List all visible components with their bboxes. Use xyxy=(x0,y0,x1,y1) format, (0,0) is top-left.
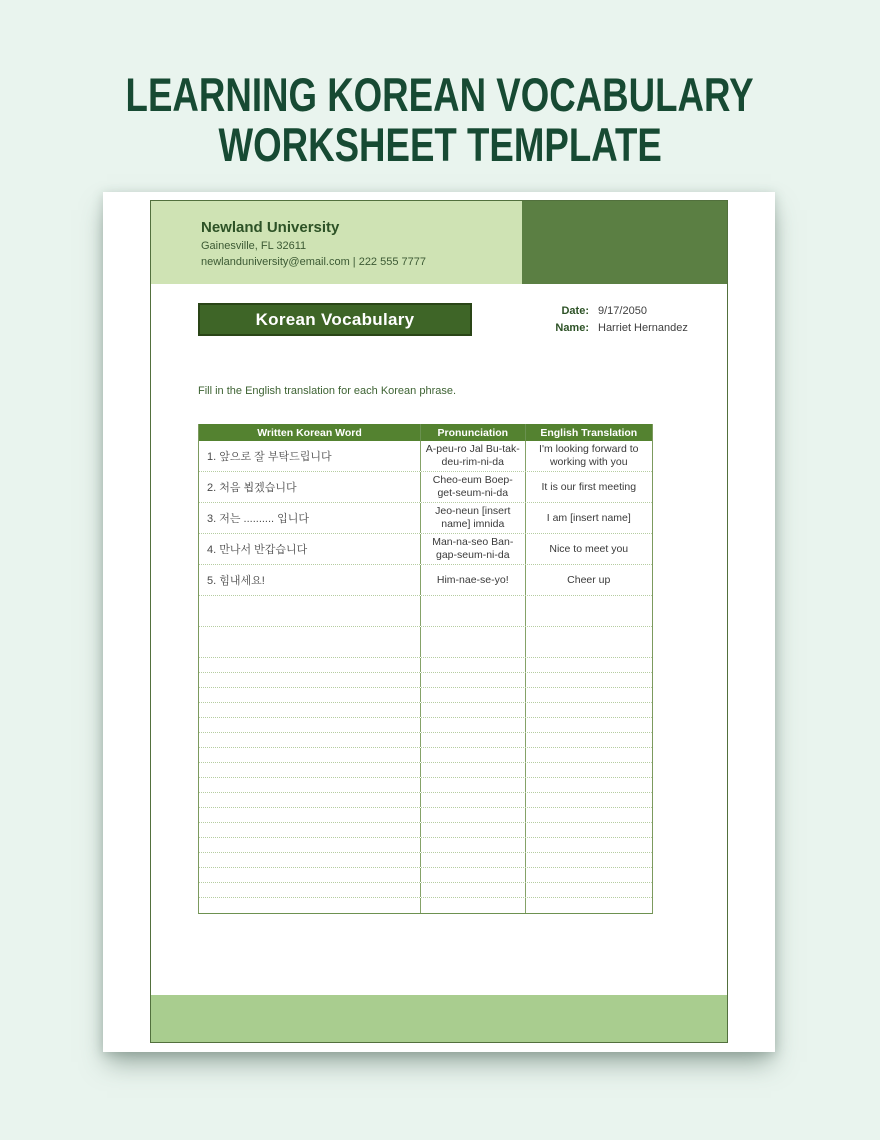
empty-english-cell xyxy=(526,763,652,777)
header-pronunciation: Pronunciation xyxy=(421,424,526,441)
empty-pronunciation-cell xyxy=(421,838,526,852)
empty-pronunciation-cell xyxy=(421,748,526,762)
table-row-3 xyxy=(199,503,652,534)
korean-cell: 4. 만나서 반갑습니다 xyxy=(199,534,421,564)
worksheet-frame xyxy=(150,200,728,1043)
table-row-2 xyxy=(199,472,652,503)
empty-row-short xyxy=(199,853,652,868)
empty-row-short xyxy=(199,688,652,703)
empty-pronunciation-cell xyxy=(421,596,526,626)
page-title-line1: LEARNING KOREAN VOCABULARY xyxy=(125,68,754,121)
empty-pronunciation-cell xyxy=(421,733,526,747)
empty-row-tall xyxy=(199,627,652,658)
empty-pronunciation-cell xyxy=(421,627,526,657)
pronunciation-cell: Cheo-eum Boep-get-seum-ni-da xyxy=(421,472,526,502)
empty-row-short xyxy=(199,763,652,778)
korean-cell: 2. 처음 뵙겠습니다 xyxy=(199,472,421,502)
empty-row-short xyxy=(199,898,652,913)
university-contact: newlanduniversity@email.com | 222 555 7777 xyxy=(201,256,426,268)
header-english-translation: English Translation xyxy=(540,426,638,439)
letterhead-info xyxy=(151,201,522,284)
footer-accent-band xyxy=(151,995,727,1042)
name-value: Harriet Hernandez xyxy=(598,322,688,334)
empty-english-cell xyxy=(526,718,652,732)
empty-row-short xyxy=(199,703,652,718)
empty-row-short xyxy=(199,808,652,823)
empty-korean-cell xyxy=(199,838,421,852)
english-cell: It is our first meeting xyxy=(541,480,637,493)
empty-pronunciation-cell xyxy=(421,763,526,777)
empty-pronunciation-cell xyxy=(421,883,526,897)
empty-english-cell xyxy=(526,778,652,792)
empty-row-short xyxy=(199,793,652,808)
table-row-5 xyxy=(199,565,652,596)
table-header-row xyxy=(199,424,652,441)
empty-pronunciation-cell xyxy=(421,673,526,687)
empty-row-short xyxy=(199,748,652,763)
english-cell: I am [insert name] xyxy=(546,511,631,524)
empty-english-cell xyxy=(526,883,652,897)
letterhead-accent-block xyxy=(522,201,727,284)
meta-block xyxy=(539,305,688,339)
pronunciation-cell: Him-nae-se-yo! xyxy=(421,565,526,595)
empty-row-short xyxy=(199,838,652,853)
empty-english-cell xyxy=(526,838,652,852)
table-row-4 xyxy=(199,534,652,565)
empty-korean-cell xyxy=(199,748,421,762)
empty-row-short xyxy=(199,718,652,733)
name-row xyxy=(539,322,688,334)
table-body xyxy=(199,441,652,913)
empty-korean-cell xyxy=(199,627,421,657)
empty-korean-cell xyxy=(199,793,421,807)
empty-korean-cell xyxy=(199,703,421,717)
empty-korean-cell xyxy=(199,718,421,732)
empty-pronunciation-cell xyxy=(421,808,526,822)
pronunciation-cell: Jeo-neun [insert name] imnida xyxy=(421,503,526,533)
pronunciation-cell: A-peu-ro Jal Bu-tak-deu-rim-ni-da xyxy=(421,441,526,471)
empty-row-tall xyxy=(199,596,652,627)
empty-korean-cell xyxy=(199,853,421,867)
empty-korean-cell xyxy=(199,898,421,913)
empty-pronunciation-cell xyxy=(421,898,526,913)
empty-korean-cell xyxy=(199,673,421,687)
name-label: Name: xyxy=(555,322,589,334)
empty-pronunciation-cell xyxy=(421,823,526,837)
empty-pronunciation-cell xyxy=(421,778,526,792)
worksheet-page xyxy=(103,192,775,1052)
empty-row-short xyxy=(199,733,652,748)
letterhead xyxy=(151,201,727,284)
empty-english-cell xyxy=(526,673,652,687)
empty-row-short xyxy=(199,673,652,688)
empty-pronunciation-cell xyxy=(421,703,526,717)
english-cell: I'm looking forward to working with you xyxy=(539,443,639,468)
page-title xyxy=(0,70,880,170)
empty-english-cell xyxy=(526,898,652,913)
empty-korean-cell xyxy=(199,868,421,882)
empty-english-cell xyxy=(526,688,652,702)
empty-row-short xyxy=(199,778,652,793)
pronunciation-cell: Man-na-seo Ban-gap-seum-ni-da xyxy=(421,534,526,564)
korean-cell: 1. 앞으로 잘 부탁드립니다 xyxy=(199,441,421,471)
empty-row-short xyxy=(199,658,652,673)
empty-english-cell xyxy=(526,627,652,657)
empty-korean-cell xyxy=(199,808,421,822)
english-cell: Cheer up xyxy=(567,573,611,586)
empty-english-cell xyxy=(526,853,652,867)
empty-pronunciation-cell xyxy=(421,658,526,672)
korean-cell: 5. 힘내세요! xyxy=(199,565,421,595)
empty-english-cell xyxy=(526,808,652,822)
empty-pronunciation-cell xyxy=(421,718,526,732)
page-title-line2: WORKSHEET TEMPLATE xyxy=(218,118,662,171)
empty-english-cell xyxy=(526,658,652,672)
date-label: Date: xyxy=(561,305,589,317)
empty-korean-cell xyxy=(199,778,421,792)
empty-korean-cell xyxy=(199,823,421,837)
date-value: 9/17/2050 xyxy=(598,305,647,317)
empty-korean-cell xyxy=(199,658,421,672)
empty-pronunciation-cell xyxy=(421,793,526,807)
empty-korean-cell xyxy=(199,733,421,747)
empty-pronunciation-cell xyxy=(421,853,526,867)
empty-english-cell xyxy=(526,868,652,882)
empty-korean-cell xyxy=(199,688,421,702)
empty-english-cell xyxy=(526,823,652,837)
worksheet-title-box xyxy=(198,303,472,336)
empty-pronunciation-cell xyxy=(421,868,526,882)
empty-pronunciation-cell xyxy=(421,688,526,702)
worksheet-title: Korean Vocabulary xyxy=(255,309,415,329)
date-row xyxy=(539,305,688,317)
empty-row-short xyxy=(199,868,652,883)
university-name: Newland University xyxy=(201,219,340,236)
header-written-korean-word: Written Korean Word xyxy=(199,424,421,441)
english-cell: Nice to meet you xyxy=(549,542,629,555)
empty-row-short xyxy=(199,823,652,838)
instruction-text: Fill in the English translation for each Korean phrase. xyxy=(198,385,457,397)
empty-english-cell xyxy=(526,793,652,807)
empty-english-cell xyxy=(526,748,652,762)
empty-korean-cell xyxy=(199,596,421,626)
empty-english-cell xyxy=(526,733,652,747)
table-row-1 xyxy=(199,441,652,472)
empty-korean-cell xyxy=(199,883,421,897)
empty-korean-cell xyxy=(199,763,421,777)
korean-cell: 3. 저는 .......... 입니다 xyxy=(199,503,421,533)
empty-english-cell xyxy=(526,596,652,626)
university-address: Gainesville, FL 32611 xyxy=(201,240,307,252)
empty-row-short xyxy=(199,883,652,898)
vocab-table xyxy=(198,424,653,914)
empty-english-cell xyxy=(526,703,652,717)
